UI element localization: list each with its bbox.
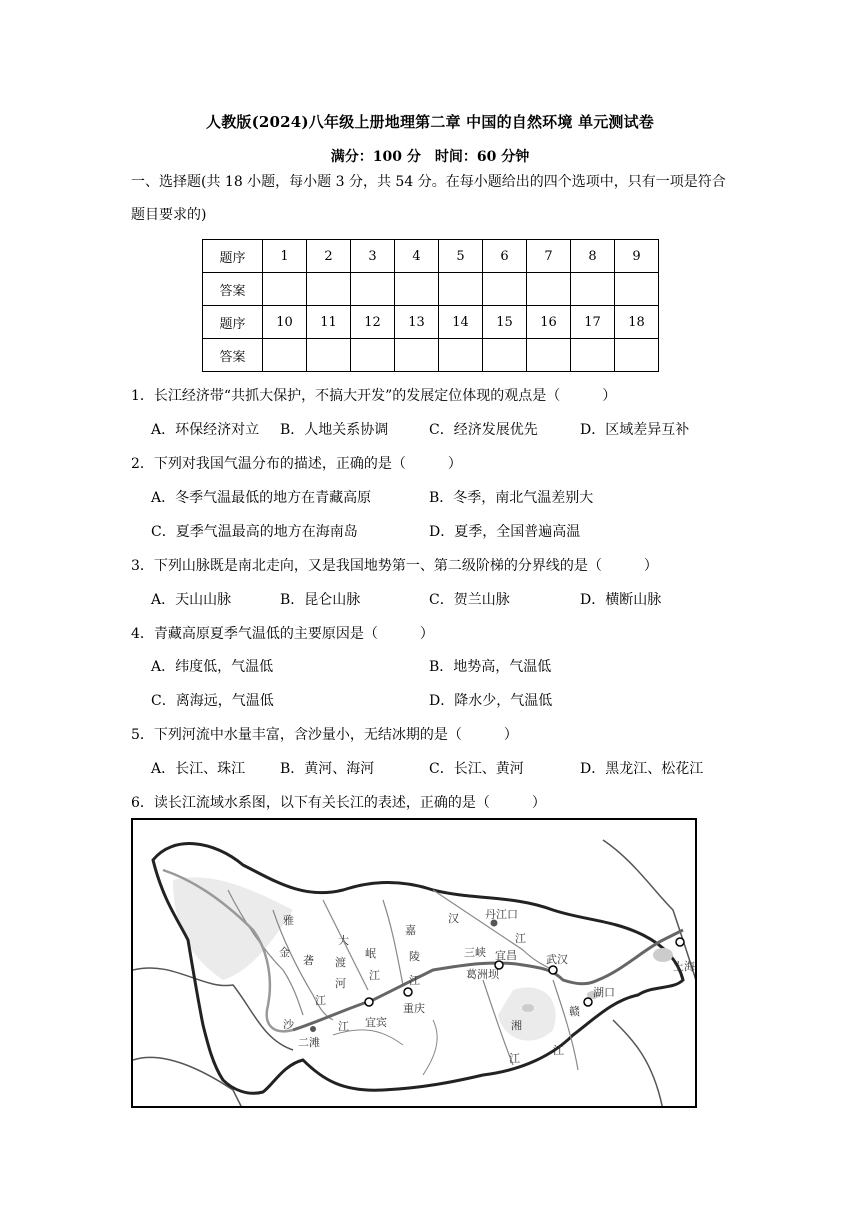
answer-cell[interactable] [615,273,659,306]
question-4-option-a[interactable]: A．纬度低，气温低 [151,659,274,675]
table-row [203,339,659,372]
question-4-option-b[interactable]: B．地势高，气温低 [429,659,552,675]
question-1-option-c[interactable]: C．经济发展优先 [429,422,538,438]
question-number-cell: 17 [571,306,615,339]
answer-cell[interactable] [527,339,571,372]
question-number-cell: 2 [307,240,351,273]
answer-table [202,239,659,372]
question-3-option-d[interactable]: D．横断山脉 [580,592,662,608]
answer-cell[interactable] [307,339,351,372]
section-heading: 一、选择题(共 18 小题，每小题 3 分，共 54 分。在每小题给出的四个选项中，只有一项是符合题目要求的) [131,174,726,223]
answer-cell[interactable] [527,273,571,306]
map-label-ya: 雅 [283,914,294,927]
question-number-cell: 5 [439,240,483,273]
answer-cell[interactable] [351,273,395,306]
table-header-cell: 题序 [203,306,263,339]
answer-cell[interactable] [395,273,439,306]
map-label-hukou: 湖口 [593,986,615,999]
question-number-cell: 9 [615,240,659,273]
map-label-ertan: 二滩 [298,1036,320,1049]
map-label-jin: 金 [279,946,290,959]
question-number-cell: 16 [527,306,571,339]
map-label-sha: 沙 [283,1018,294,1031]
map-label-sanxia: 三峡 [464,946,486,959]
map-label-xiang: 湘 [511,1019,522,1032]
question-2-stem: 2．下列对我国气温分布的描述，正确的是（ ） [131,456,462,472]
question-5-option-a[interactable]: A．长江、珠江 [151,761,246,777]
answer-cell[interactable] [615,339,659,372]
question-5-stem: 5．下列河流中水量丰富，含沙量小，无结冰期的是（ ） [131,727,518,743]
answer-cell[interactable] [263,273,307,306]
map-label-min: 岷 [365,947,376,960]
yangtze-basin-map [131,818,697,1108]
map-label-jiang-b: 江 [338,1020,349,1033]
table-row [203,273,659,306]
question-2-option-b[interactable]: B．冬季，南北气温差别大 [429,490,594,506]
map-label-gan: 赣 [569,1005,580,1018]
page-title: 人教版(2024)八年级上册地理第二章 中国的自然环境 单元测试卷 [206,113,654,131]
question-2-option-d[interactable]: D．夏季，全国普遍高温 [429,524,581,540]
question-1-option-d[interactable]: D．区域差异互补 [580,422,690,438]
question-number-cell: 3 [351,240,395,273]
answer-cell[interactable] [483,339,527,372]
question-3-option-c[interactable]: C．贺兰山脉 [429,592,510,608]
question-number-cell: 18 [615,306,659,339]
table-header-cell: 题序 [203,240,263,273]
question-5-option-d[interactable]: D．黑龙江、松花江 [580,761,704,777]
table-header-cell: 答案 [203,339,263,372]
question-number-cell: 14 [439,306,483,339]
map-label-du: 渡 [335,956,346,969]
map-label-shanghai: 上海 [673,960,695,973]
question-number-cell: 7 [527,240,571,273]
question-number-cell: 4 [395,240,439,273]
answer-cell[interactable] [263,339,307,372]
answer-cell[interactable] [351,339,395,372]
map-label-danjiangkou: 丹江口 [485,908,518,921]
map-label-jiang-a: 江 [315,994,326,1007]
question-2-option-a[interactable]: A．冬季气温最低的地方在青藏高原 [151,490,372,506]
map-drawing [133,820,697,1108]
map-label-jiang-d: 江 [409,974,420,987]
question-4-option-c[interactable]: C．离海远，气温低 [151,693,274,709]
map-label-jiang-g: 江 [553,1044,564,1057]
question-number-cell: 8 [571,240,615,273]
answer-cell[interactable] [571,273,615,306]
map-label-wuhan: 武汉 [546,953,568,966]
map-label-jiang-e: 江 [515,932,526,945]
page-subtitle: 满分：100 分 时间：60 分钟 [330,149,530,165]
question-number-cell: 15 [483,306,527,339]
answer-cell[interactable] [571,339,615,372]
map-label-jiang-f: 江 [509,1052,520,1065]
question-number-cell: 10 [263,306,307,339]
question-1-option-b[interactable]: B．人地关系协调 [280,422,389,438]
question-number-cell: 1 [263,240,307,273]
map-label-long: 砻 [303,954,314,967]
answer-cell[interactable] [395,339,439,372]
answer-cell[interactable] [307,273,351,306]
question-5-option-c[interactable]: C．长江、黄河 [429,761,524,777]
table-header-cell: 答案 [203,273,263,306]
map-label-he: 河 [335,977,346,990]
map-label-jiang-c: 江 [369,969,380,982]
question-3-option-b[interactable]: B．昆仑山脉 [280,592,361,608]
question-5-option-b[interactable]: B．黄河、海河 [280,761,375,777]
question-number-cell: 12 [351,306,395,339]
answer-cell[interactable] [483,273,527,306]
question-6-stem: 6．读长江流域水系图，以下有关长江的表述，正确的是（ ） [131,795,546,811]
map-label-ling: 陵 [409,950,420,963]
question-3-option-a[interactable]: A．天山山脉 [151,592,232,608]
answer-cell[interactable] [439,339,483,372]
answer-cell[interactable] [439,273,483,306]
map-label-da: 大 [338,934,349,947]
question-3-stem: 3．下列山脉既是南北走向，又是我国地势第一、第二级阶梯的分界线的是（ ） [131,558,658,574]
map-label-jia: 嘉 [405,924,416,937]
question-4-option-d[interactable]: D．降水少，气温低 [429,693,553,709]
map-label-yibin: 宜宾 [365,1016,387,1029]
map-label-han: 汉 [448,912,459,925]
question-1-stem: 1．长江经济带“共抓大保护，不搞大开发”的发展定位体现的观点是（ ） [131,388,617,404]
question-number-cell: 13 [395,306,439,339]
table-row [203,240,659,273]
question-number-cell: 6 [483,240,527,273]
question-4-stem: 4．青藏高原夏季气温低的主要原因是（ ） [131,626,434,642]
map-label-yichang: 宜昌 [495,949,517,962]
table-row [203,306,659,339]
question-number-cell: 11 [307,306,351,339]
question-1-option-a[interactable]: A．环保经济对立 [151,422,260,438]
map-label-gezhouba: 葛洲坝 [466,968,499,981]
map-label-chongqing: 重庆 [403,1002,425,1015]
question-2-option-c[interactable]: C．夏季气温最高的地方在海南岛 [151,524,358,540]
